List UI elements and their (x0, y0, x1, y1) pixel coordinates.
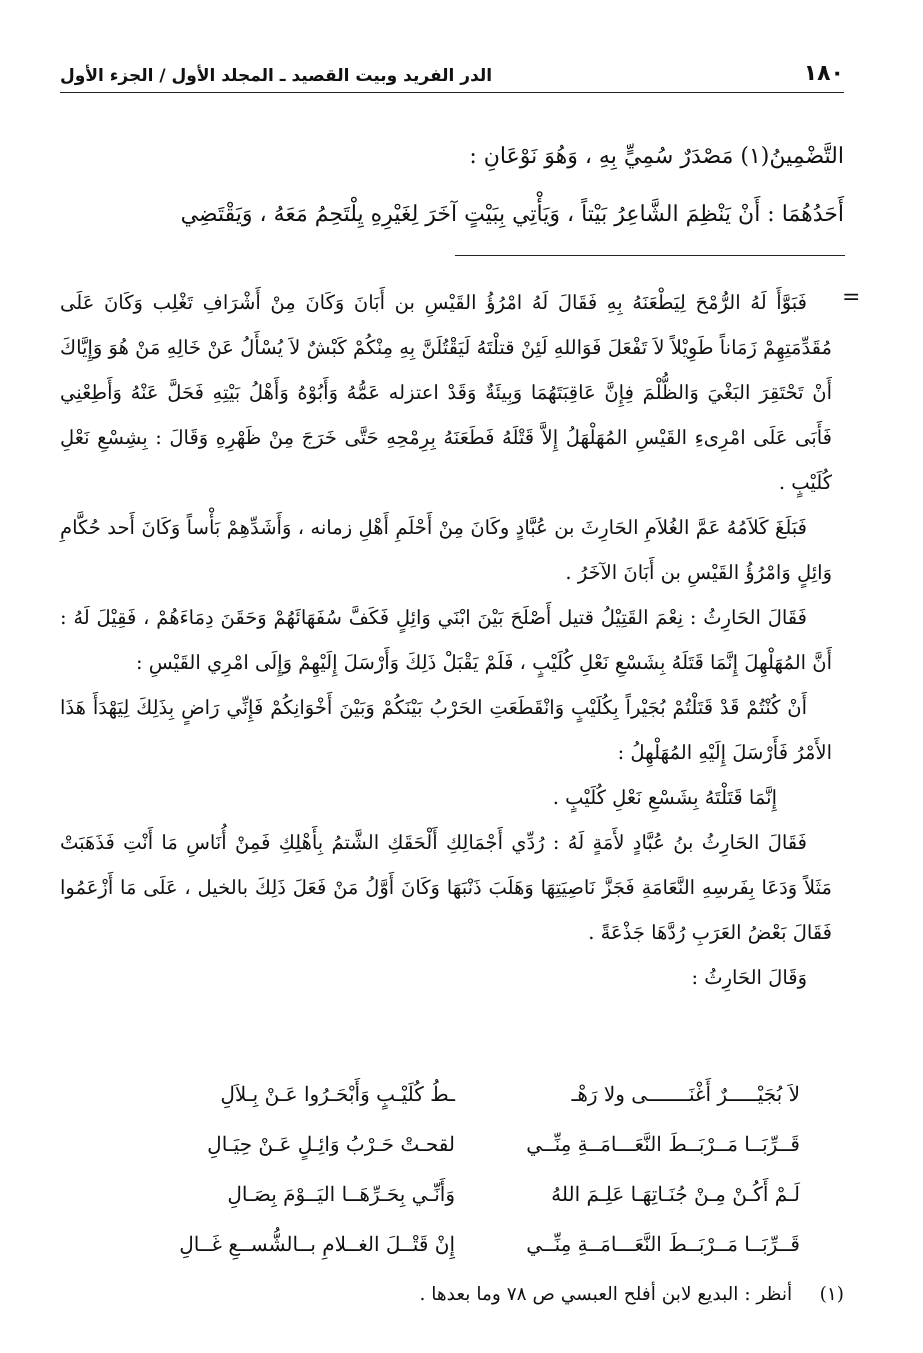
poem-verse (140, 1082, 800, 1132)
footnote-marker: (١) (819, 1284, 844, 1305)
poem (140, 1082, 800, 1282)
verse-second-hemistich: لقحـتْ حَـرْبُ وَائِـلٍ عَـنْ حِيَـالِ (207, 1132, 455, 1156)
verse-second-hemistich: إِنْ قَتْــلَ الغــلامِ بــالشُّســعِ غَــالِ (179, 1232, 455, 1256)
continued-footnote (60, 280, 832, 1000)
poem-verse (140, 1232, 800, 1282)
notes-paragraph: أَنْ كُنْتُمْ قَدْ قَتَلْتُمْ بُجَيْراً بِكُلَيْبٍ وَانْقَطَعَتِ الحَرْبُ بَيْنَكُمْ وَبَيْنَ أَخْوَانِكُمْ فَإِنِّي رَاضٍ بِذَلِكَ لِيَهْدَأَ هَذَا الأَمْرُ فَأَرْسَلَ إِلَيْهِ المُهَلْهِلُ : (60, 696, 832, 764)
page-header (60, 50, 844, 93)
running-title: الدر الفريد وبيت القصيد ـ المجلد الأول / الجزء الأول (60, 66, 493, 86)
main-text-line: أَحَدُهُمَا : أَنْ يَنْظِمَ الشَّاعِرُ بَيْتاً ، وَيَأْتِي بِبَيْتٍ آخَرَ لِغَيْرِهِ يِلْتَحِمُ مَعَهُ ، وَيَقْتَضِي (180, 202, 844, 227)
page-number: ١٨٠ (803, 61, 844, 86)
verse-second-hemistich: ـطُ كُلَيْـبٍ وَأَبْحَـرُوا عَـنْ بِـلاَلِ (220, 1082, 455, 1106)
notes-paragraph: فَقَالَ الحَارِثُ : نِعْمَ القَتِيْلُ قتيل أَصْلَحَ بَيْنَ ابْنَي وَائِلٍ فَكَفَّ سُفَهَائَهُمْ وَحَقَنَ دِمَاءَهُمْ ، فَقِيْلَ لَهُ : أَنَّ المُهَلْهِلَ إِنَّمَا قَتَلَهُ بِشَسْعِ نَعْلِ كُلَيْبٍ ، فَلَمْ يَقْبَلْ ذَلِكَ وَأَرْسَلَ إِلَيْهِمْ وَإِلَى امْرِي القَيْسِ : (60, 606, 832, 674)
notes-paragraph: فَبَلَغَ كَلاَمُهُ عَمَّ الغُلاَمِ الحَارِثَ بن عُبَّادٍ وكَانَ مِنْ أَحْلَمِ أَهْلِ زمانه ، وَأَشَدِّهِمْ بَأْساً وَكَانَ أَحد حُكَّامِ وَائِلٍ وَامْرُؤُ القَيْسِ بن أَبَانَ الآخَرُ . (60, 516, 832, 584)
notes-paragraph: فَقَالَ الحَارِثُ بنُ عُبَّادٍ لأَمَةٍ لَهُ : رُدِّي أَجْمَالِكِ أَلْحَقَكِ الشَّتمُ بِأَهْلِكِ فَمِنْ أُنَاسِ مَا أَنْتِ فَذَهَبَتْ مَثَلاً وَدَعَا بِفَرسِهِ النَّعَامَةِ فَجَزَّ نَاصِيَتِهَا وَهَلَبَ ذَنْبَهَا وَكَانَ أَوَّلُ مَنْ فَعَلَ ذَلِكَ بالخيل ، عَلَى مَا أَزْعَمُوا فَقَالَ بَعْضُ العَرَبِ رُدَّهَا جَذْعَةً . (60, 831, 832, 944)
verse-first-hemistich: لاَ بُجَيْـــــرٌ أَغْنَـــــــى ولا رَهْـ (571, 1082, 800, 1106)
poem-verse (140, 1132, 800, 1182)
notes-paragraph: إِنَّمَا قَتَلْتَهُ بِشَسْعِ نَعْلِ كُلَيْبٍ . (552, 786, 777, 809)
notes-paragraph: وَقَالَ الحَارِثُ : (691, 966, 807, 989)
footnote-separator (455, 255, 845, 256)
notes-paragraph: فَبَوَّأَ لَهُ الرُّمْحَ لِيَطْعَنَهُ بِهِ فَقَالَ لَهُ امْرُؤُ القَيْسِ بن أَبَانَ وَكَانَ مِنْ أَشْرَافِ تَغْلِب وَكَانَ عَلَى مُقَدِّمَتِهِمْ زَمَاناً طَوِيْلاً لاَ تَفْعَلَ فَوَاللهِ لَئِنْ قتلْتَهُ لَيَقْتُلَنَّ بِهِ مِنْكُمْ كَبْشٌ لاَ يُسْأَلُ عَنْ خَالِهِ مَنْ هُوَ وَإِيَّاكَ أَنْ تَحْتَقِرَ البَغْيَ وَالظُّلْمَ فِإِنَّ عَاقِبَتَهُمَا وَبِيئَةٌ وَقَدْ اعتزله عَمُّهُ وَأَبُوْهُ وَأَهْلُ بَيْتِهِ فَحَلَّ عَنْهُ وَأَطِعْنِي فَأَبَى عَلَى امْرِىءِ القَيْسِ المُهَلْهَلُ إِلاَّ قَتْلَهُ فَطَعَنَهُ بِرِمْحِهِ حَتَّى خَرَجَ مِنْ ظَهْرِهِ وَقَالَ : بِشِسْعِ نَعْلِ كُلَيْبٍ . (60, 291, 832, 494)
main-text (60, 128, 844, 244)
continuation-mark: = (842, 285, 861, 310)
footnote (60, 1280, 844, 1310)
footnote-text: أنظر : البديع لابن أفلح العبسي ص ٧٨ وما بعدها . (419, 1284, 793, 1305)
verse-first-hemistich: قَــرِّبَــا مَــرْبَــطَ النَّعَـــامَــةِ مِنِّــي (526, 1132, 800, 1156)
verse-first-hemistich: قَــرِّبَــا مَــرْبَــطَ النَّعَـــامَــةِ مِنِّــي (526, 1232, 800, 1256)
verse-first-hemistich: لَـمْ أَكُـنْ مِـنْ جُنَـاتِهَـا عَلِـمَ اللهُ (551, 1182, 800, 1206)
verse-second-hemistich: وَأَنِّـي بِحَـرِّهَــا اليَــوْمَ بِصَـالِ (227, 1182, 455, 1206)
poem-verse (140, 1182, 800, 1232)
main-text-line: التَّضْمِينُ(١) مَصْدَرٌ سُمِيٍّ بِهِ ، وَهُوَ نَوْعَانِ : (469, 144, 844, 169)
